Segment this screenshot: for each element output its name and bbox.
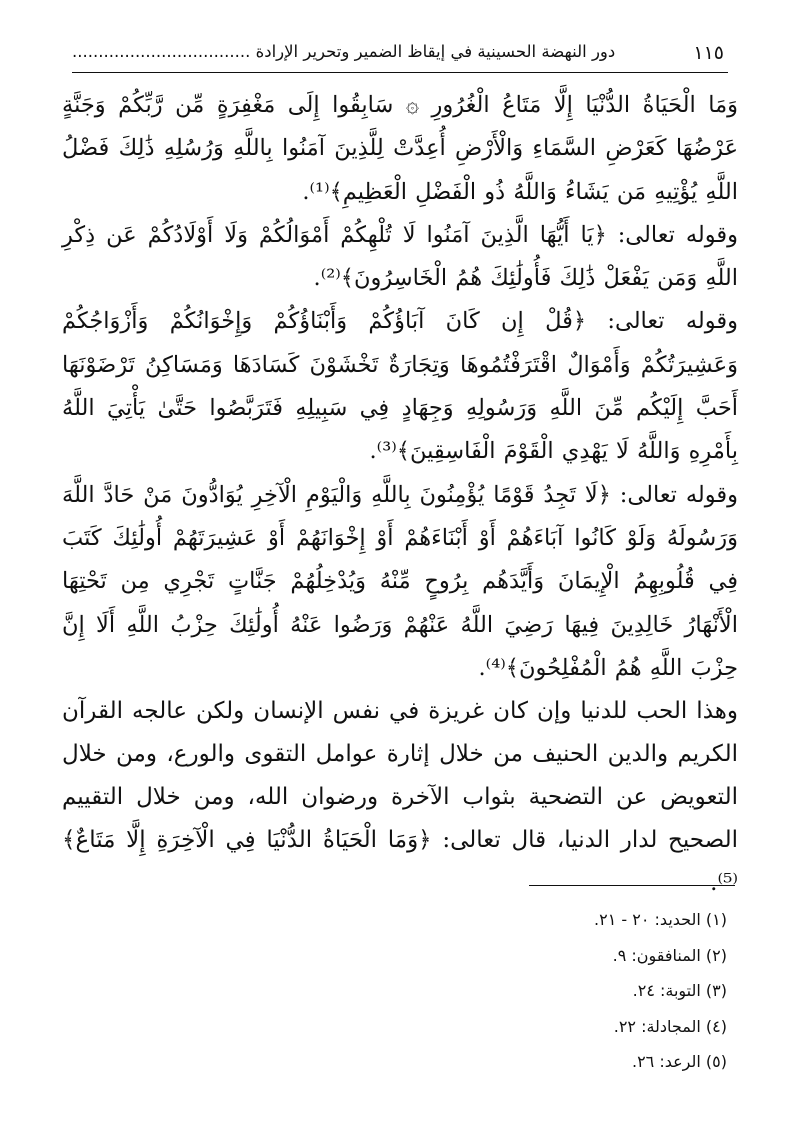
footnote-1: (١) الحديد: ٢٠ - ٢١. [594,910,727,929]
footnote-3: (٣) التوبة: ٢٤. [632,981,727,1001]
footnotes [327,902,727,1080]
paragraph-quran-verse-3: وقوله تعالى: ﴿قُلْ إِن كَانَ آبَاؤُكُمْ وَأَبْنَاؤُكُمْ وَإِخْوَانُكُمْ وَأَزْوَاجُكُمْ وَعَشِيرَتُكُمْ وَأَمْوَالٌ اقْتَرَفْتُمُوهَا وَتِجَارَةٌ تَخْشَوْنَ كَسَادَهَا وَمَسَاكِنُ تَرْضَوْنَهَا أَحَبَّ إِلَيْكُم مِّنَ اللَّهِ وَرَسُولِهِ وَجِهَادٍ فِي سَبِيلِهِ فَتَرَبَّصُوا حَتَّىٰ يَأْتِيَ اللَّهُ بِأَمْرِهِ وَاللَّهُ لَا يَهْدِي الْقَوْمَ الْفَاسِقِينَ﴾⁽³⁾. [62,308,738,465]
main-text [62,84,738,905]
footnote-2: (٢) المنافقون: ٩. [612,945,727,965]
paragraph-commentary: وهذا الحب للدنيا وإن كان غريزة في نفس الإنسان ولكن عالجه القرآن الكريم والدين الحنيف من خلال إثارة عوامل التقوى والورع، ومن خلال التعويض عن التضحية بثواب الآخرة ورضوان الله، ومن خلال التقييم الصحيح لدار الدنيا، قال تعالى: ﴿وَمَا الْحَيَاةُ الدُّنْيَا فِي الْآخِرَةِ إِلَّا مَتَاعٌ﴾⁽⁵⁾. [62,698,738,897]
paragraph-quran-verse-1: وَمَا الْحَيَاةُ الدُّنْيَا إِلَّا مَتَاعُ الْغُرُورِ ۞ سَابِقُوا إِلَى مَغْفِرَةٍ مِّن رَّبِّكُمْ وَجَنَّةٍ عَرْضُهَا كَعَرْضِ السَّمَاءِ وَالْأَرْضِ أُعِدَّتْ لِلَّذِينَ آمَنُوا بِاللَّهِ وَرُسُلِهِ ذَٰلِكَ فَضْلُ اللَّهِ يُؤْتِيهِ مَن يَشَاءُ وَاللَّهُ ذُو الْفَضْلِ الْعَظِيمِ﴾⁽¹⁾. [62,92,738,205]
page-header [72,38,728,73]
footnote-separator [529,885,735,886]
paragraph-quran-verse-4: وقوله تعالى: ﴿لَا تَجِدُ قَوْمًا يُؤْمِنُونَ بِاللَّهِ وَالْيَوْمِ الْآخِرِ يُوَادُّونَ مَنْ حَادَّ اللَّهَ وَرَسُولَهُ وَلَوْ كَانُوا آبَاءَهُمْ أَوْ أَبْنَاءَهُمْ أَوْ إِخْوَانَهُمْ أَوْ عَشِيرَتَهُمْ أُولَٰئِكَ كَتَبَ فِي قُلُوبِهِمُ الْإِيمَانَ وَأَيَّدَهُم بِرُوحٍ مِّنْهُ وَيُدْخِلُهُمْ جَنَّاتٍ تَجْرِي مِن تَحْتِهَا الْأَنْهَارُ خَالِدِينَ فِيهَا رَضِيَ اللَّهُ عَنْهُمْ وَرَضُوا عَنْهُ أُولَٰئِكَ حِزْبُ اللَّهِ أَلَا إِنَّ حِزْبَ اللَّهِ هُمُ الْمُفْلِحُونَ﴾⁽⁴⁾. [62,481,738,681]
footnote-4: (٤) المجادلة: ٢٢. [613,1016,727,1036]
page-number: ١١٥ [693,42,724,64]
running-title: دور النهضة الحسينية في إيقاظ الضمير وتحرير الإرادة .................................. [72,42,616,61]
footnote-5: (٥) الرعد: ٢٦. [631,1052,727,1072]
paragraph-quran-verse-2: وقوله تعالى: ﴿يَا أَيُّهَا الَّذِينَ آمَنُوا لَا تُلْهِكُمْ أَمْوَالُكُمْ وَلَا أَوْلَادُكُمْ عَن ذِكْرِ اللَّهِ وَمَن يَفْعَلْ ذَٰلِكَ فَأُولَٰئِكَ هُمُ الْخَاسِرُونَ﴾⁽²⁾. [62,221,738,292]
